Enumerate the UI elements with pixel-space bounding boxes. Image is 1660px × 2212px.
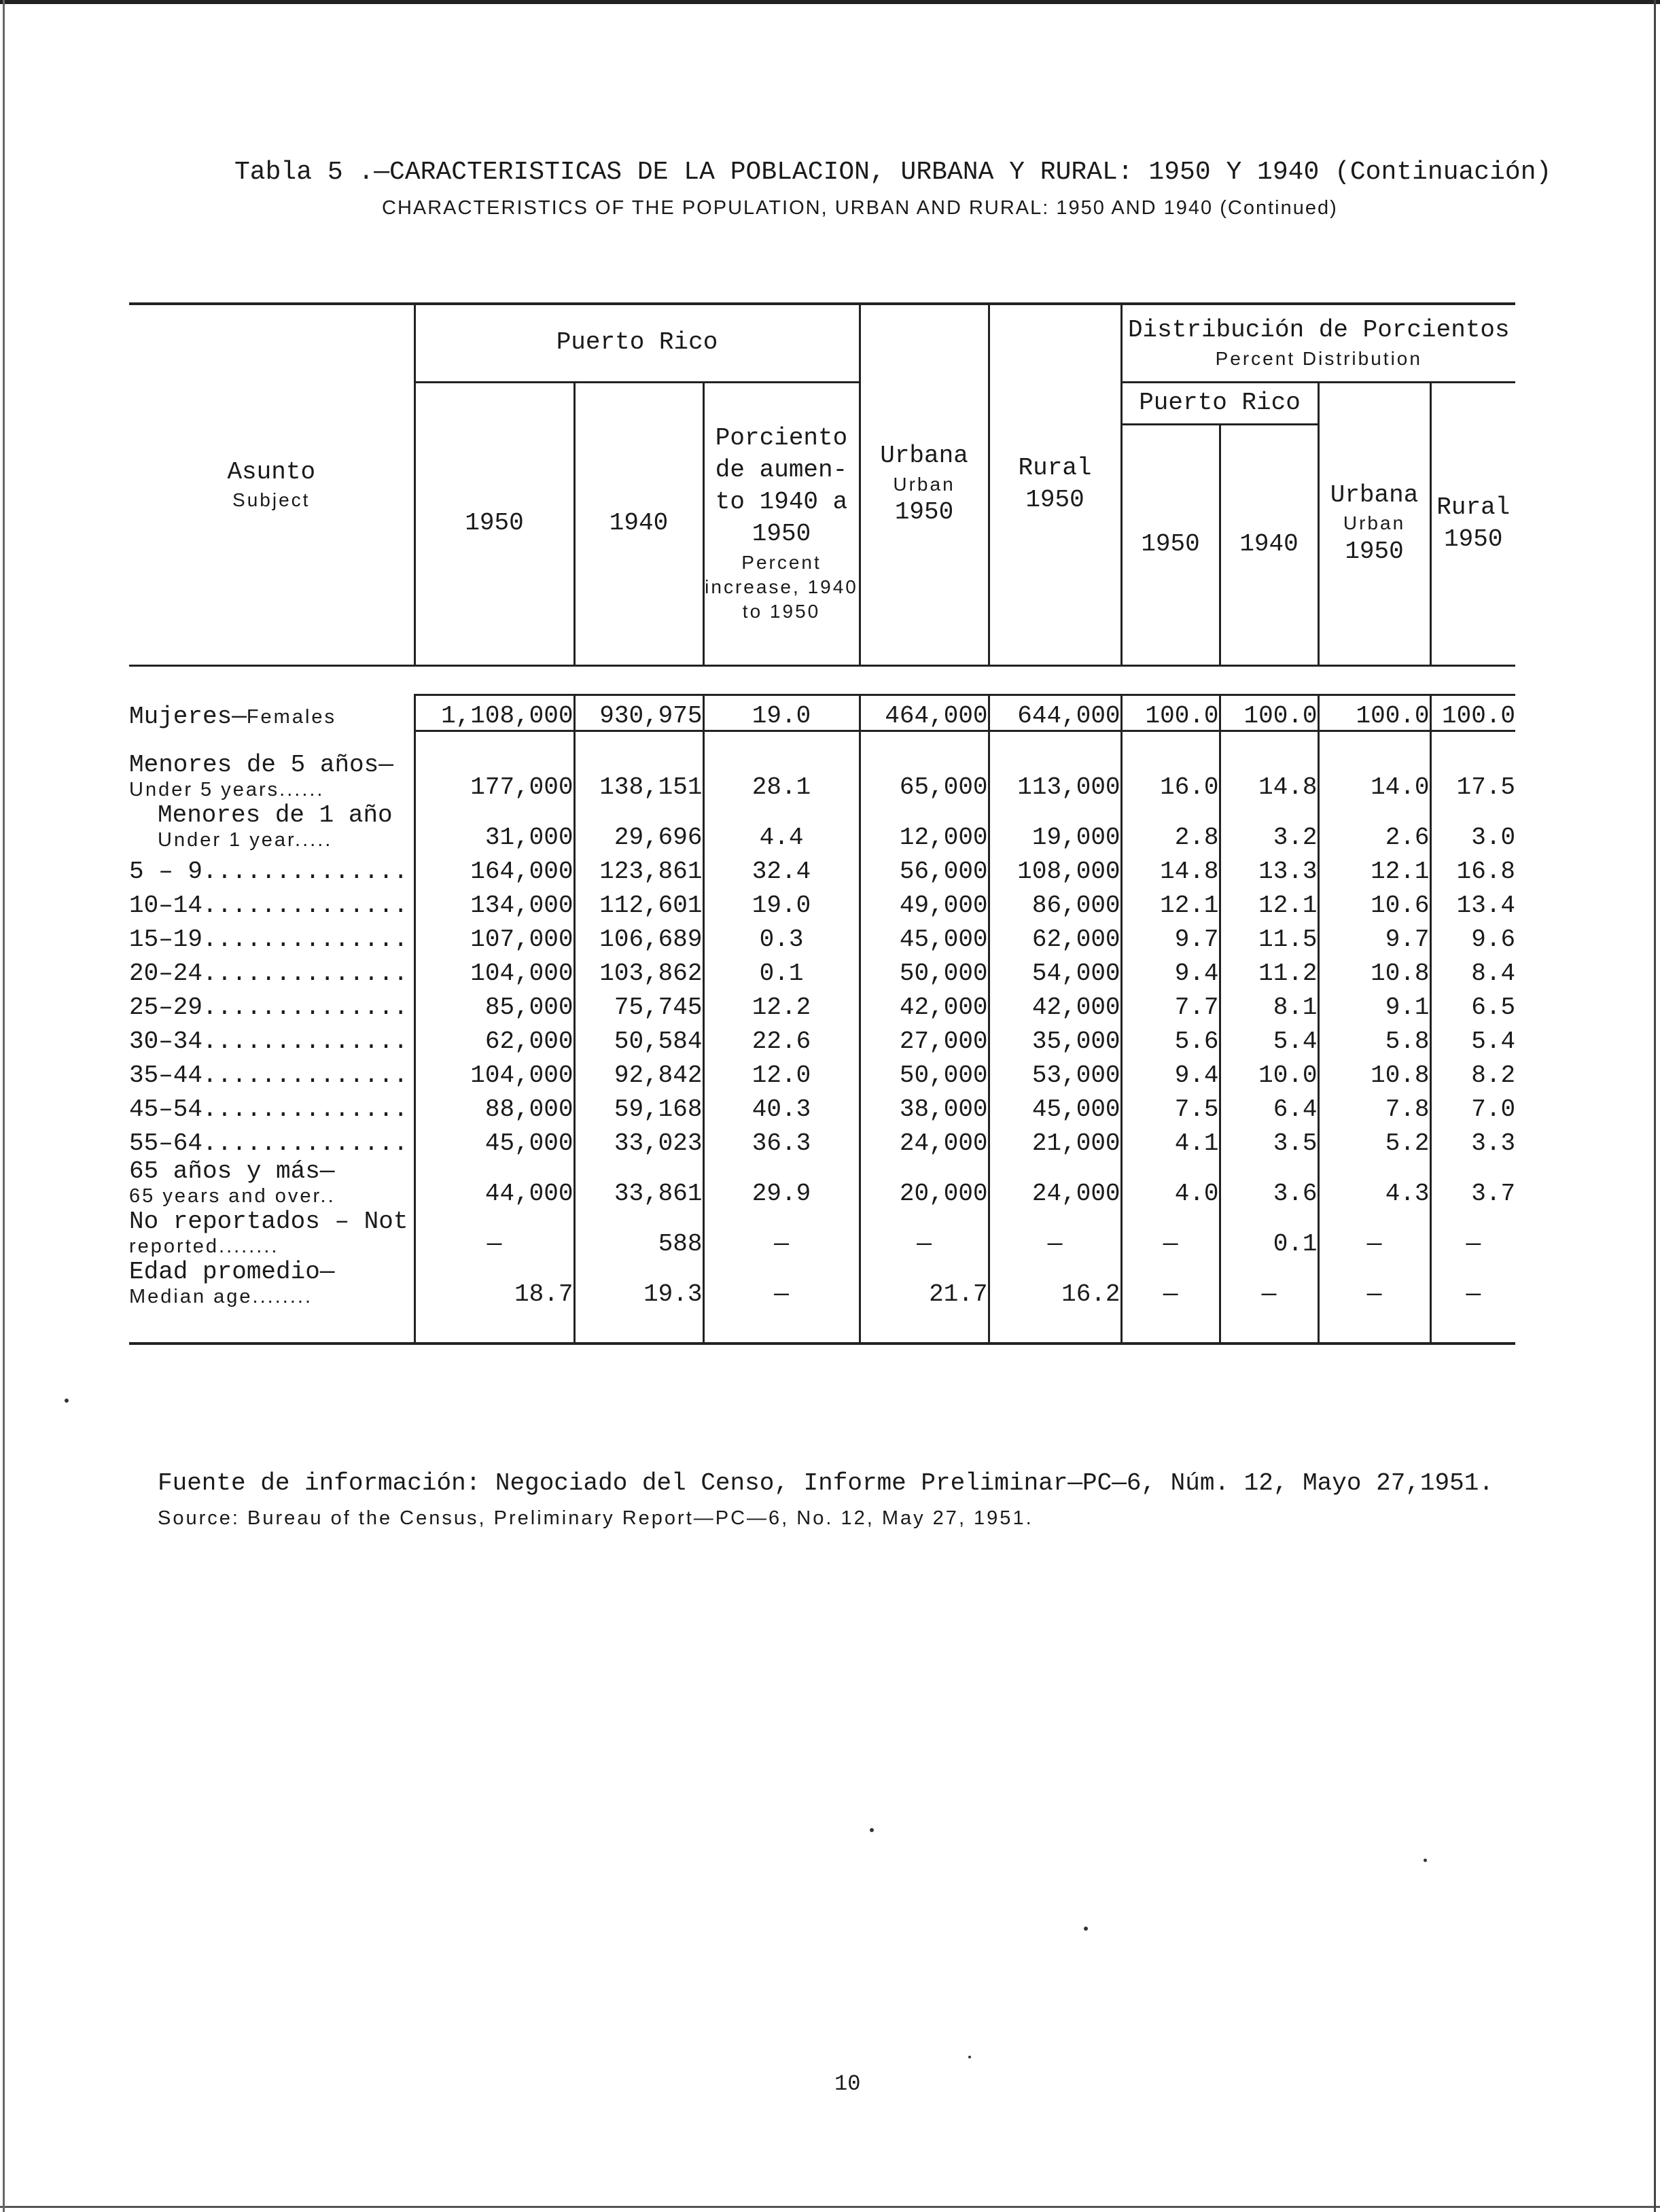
table-title-english: CHARACTERISTICS OF THE POPULATION, URBAN AND RURAL: 1950 AND 1940 (Continued) — [382, 197, 1338, 219]
distribution-group-header: Distribución de Porcientos Percent Distribution — [1121, 304, 1515, 382]
page-top-border — [0, 0, 1660, 4]
table-row: 45–54.............. 88,000 59,168 40.3 38,000 45,000 7.5 6.4 7.8 7.0 — [129, 1089, 1515, 1123]
distribution-rural-header: Rural 1950 — [1430, 382, 1515, 665]
scan-speck — [1084, 1927, 1088, 1931]
percent-increase-header: Porciento de aumen- to 1940 a 1950 Percent increase, 1940 to 1950 — [703, 382, 860, 665]
source-note-english: Source: Bureau of the Census, Preliminary Report—PC—6, No. 12, May 27, 1951. — [158, 1507, 1034, 1529]
page-right-border — [1654, 0, 1656, 2212]
table-row: 5 – 9.............. 164,000 123,861 32.4 56,000 108,000 14.8 13.3 12.1 16.8 — [129, 852, 1515, 885]
table-row: No reportados – Not reported........ — 588 — — — — 0.1 — — — [129, 1208, 1515, 1258]
table-row: Menores de 1 año Under 1 year..... 31,000 29,696 4.4 12,000 19,000 2.8 3.2 2.6 3.0 — [158, 801, 1516, 852]
table-row: Mujeres—Females 1,108,000 930,975 19.0 464,000 644,000 100.0 100.0 100.0 100.0 — [129, 695, 1515, 731]
table-row: 65 años y más— 65 years and over.. 44,000 33,861 29.9 20,000 24,000 4.0 3.6 4.3 3.7 — [129, 1157, 1516, 1208]
table-row: 55–64.............. 45,000 33,023 36.3 24,000 21,000 4.1 3.5 5.2 3.3 — [129, 1123, 1515, 1157]
table-title-spanish: Tabla 5 .—CARACTERISTICAS DE LA POBLACION, URBANA Y RURAL: 1950 Y 1940 (Continuación) — [234, 158, 1552, 187]
page-left-border — [3, 0, 5, 2212]
urban-1950-header: Urbana Urban 1950 — [860, 304, 989, 665]
scan-speck — [870, 1828, 874, 1832]
scan-speck — [968, 2056, 971, 2058]
population-table — [129, 302, 1515, 1345]
table-row: 30–34.............. 62,000 50,584 22.6 27,000 35,000 5.6 5.4 5.8 5.4 — [129, 1021, 1515, 1055]
puerto-rico-group-header: Puerto Rico — [414, 304, 860, 382]
page-number: 10 — [834, 2071, 861, 2096]
distribution-pr-header: Puerto Rico — [1121, 382, 1318, 424]
subject-header: Asunto Subject — [129, 304, 414, 665]
distribution-pr-1950-header: 1950 — [1121, 424, 1220, 665]
scan-speck — [1424, 1859, 1427, 1862]
page-bottom-border — [0, 2206, 1660, 2208]
table-row: 20–24.............. 104,000 103,862 0.1 50,000 54,000 9.4 11.2 10.8 8.4 — [129, 953, 1515, 987]
distribution-urban-header: Urbana Urban 1950 — [1318, 382, 1430, 665]
distribution-pr-1940-header: 1940 — [1220, 424, 1318, 665]
table-row: 25–29.............. 85,000 75,745 12.2 42,000 42,000 7.7 8.1 9.1 6.5 — [129, 987, 1515, 1021]
table-row: 15–19.............. 107,000 106,689 0.3 45,000 62,000 9.7 11.5 9.7 9.6 — [129, 919, 1515, 953]
rural-1950-header: Rural 1950 — [989, 304, 1121, 665]
scan-speck — [65, 1399, 69, 1403]
source-note-spanish: Fuente de información: Negociado del Censo, Informe Preliminar—PC—6, Núm. 12, Mayo 27,1951. — [158, 1469, 1494, 1497]
pr-1940-header: 1940 — [574, 382, 703, 665]
table-row: Menores de 5 años— Under 5 years...... 177,000 138,151 28.1 65,000 113,000 16.0 14.8 14.0 17.5 — [129, 750, 1516, 801]
table-row: 35–44.............. 104,000 92,842 12.0 50,000 53,000 9.4 10.0 10.8 8.2 — [129, 1055, 1515, 1089]
pr-1950-header: 1950 — [414, 382, 574, 665]
table-row: Edad promedio— Median age........ 18.7 19.3 — 21.7 16.2 — — — — — [129, 1258, 1515, 1308]
table-row: 10–14.............. 134,000 112,601 19.0 49,000 86,000 12.1 12.1 10.6 13.4 — [129, 885, 1515, 919]
